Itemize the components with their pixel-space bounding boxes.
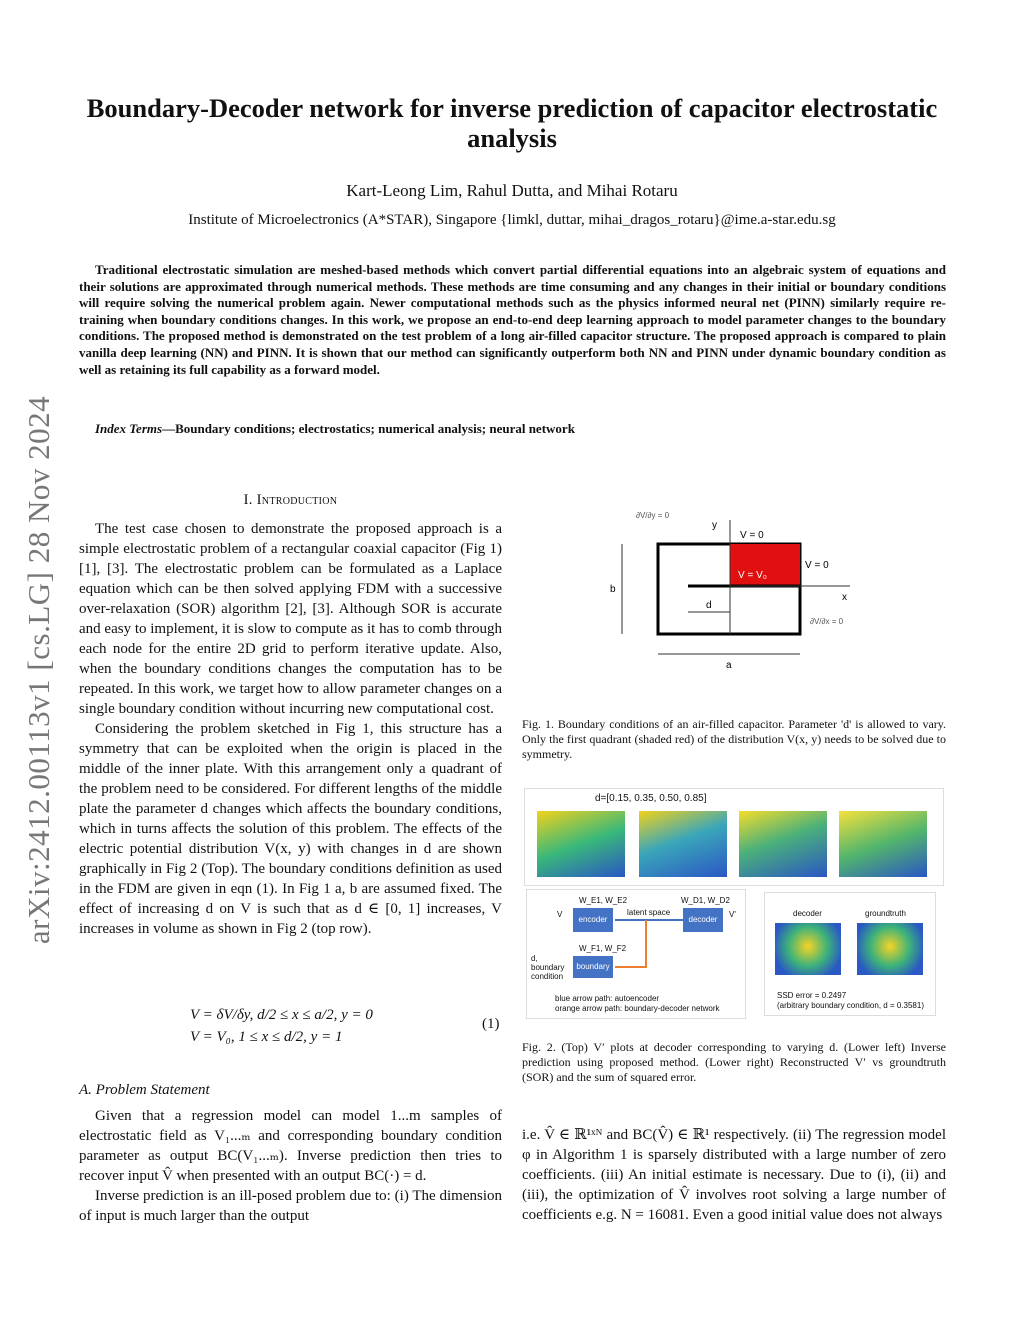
right-column-text: [522, 1125, 946, 1225]
d-condition: d, boundary condition: [531, 954, 565, 981]
label-inner: V = V₀: [738, 570, 767, 581]
figure-2-caption: Fig. 2. (Top) V′ plots at decoder corresponding to varying d. (Lower left) Inverse prediction using proposed method. (Lower right) Reconstructed V′ vs groundtruth (SOR) and the sum of squared error.: [522, 1040, 946, 1084]
label-right: V = 0: [805, 560, 829, 571]
label-dvdx: ∂V/∂x = 0: [810, 617, 844, 626]
label-top: V = 0: [740, 530, 764, 541]
w-f: W_F1, W_F2: [579, 944, 627, 953]
d-values: d=[0.15, 0.35, 0.50, 0.85]: [595, 793, 707, 804]
section-title: Introduction: [256, 492, 338, 508]
label-y: y: [712, 520, 717, 531]
decoder-surface: [775, 923, 841, 975]
legend-orange: orange arrow path: boundary-decoder network: [555, 1004, 720, 1013]
index-terms-text: —Boundary conditions; electrostatics; numerical analysis; neural network: [162, 421, 575, 436]
label-a: a: [726, 660, 732, 671]
latent-label: latent space: [627, 908, 671, 917]
surface-plot-4: [839, 811, 927, 877]
equation-number: (1): [482, 1016, 500, 1032]
paper-affiliation: Institute of Microelectronics (A*STAR), Singapore {limkl, duttar, mihai_dragos_rotaru}@ime.a-star.edu.sg: [188, 212, 836, 228]
label-b: b: [610, 584, 616, 595]
v-input: V: [557, 910, 563, 919]
subsection-title: A. Problem Statement: [79, 1082, 210, 1098]
equation-line-1: V = δV/δy, d/2 ≤ x ≤ a/2, y = 0: [190, 1007, 373, 1023]
paper-title: Boundary-Decoder network for inverse prediction of capacitor electrostatic analysis: [86, 93, 938, 153]
problem-paragraph-2: Inverse prediction is an ill-posed problem due to: (i) The dimension of input is much larger than the output: [79, 1188, 502, 1224]
section-number: I.: [243, 492, 253, 508]
intro-paragraph-1: The test case chosen to demonstrate the proposed approach is a simple electrostatic problem of a rectangular coaxial capacitor (Fig 1) [1], [3]. The electrostatic problem can be formulated as a Laplace equation which can be then solved applying FDM with a successive over-relaxation (SOR) algorithm [2], [3]. Although SOR is accurate and easy to implement, it is slow to compute as it has to comb through each node for the entire 2D grid to perform iterative update. Also, when the boundary conditions changes the computation has to be repeated. In this work, we target how to allow parameter changes on a single boundary condition without incurring new computational cost.: [79, 521, 502, 717]
w-d: W_D1, W_D2: [681, 896, 730, 905]
arxiv-sidebar-stamp: [16, 350, 62, 990]
ssd-error: SSD error = 0.2497: [777, 991, 847, 1000]
equation-line-2: V = V₀, 1 ≤ x ≤ d/2, y = 1: [190, 1029, 343, 1045]
groundtruth-title: groundtruth: [865, 909, 906, 918]
surface-plot-2: [639, 811, 727, 877]
encoder-block: encoder: [573, 908, 613, 932]
w-e: W_E1, W_E2: [579, 896, 628, 905]
label-x: x: [842, 592, 847, 603]
latent-arrow: [615, 919, 683, 921]
decoder-title: decoder: [793, 909, 822, 918]
figure-2-reconstruction: [764, 892, 936, 1016]
left-column: [79, 490, 502, 939]
figure-2-network-diagram: [526, 889, 746, 1019]
index-terms-label: Index Terms: [95, 421, 163, 436]
arxiv-id: arXiv:2412.00113v1 [cs.LG] 28 Nov 2024: [21, 395, 56, 945]
continued-paragraph: i.e. V̂ ∈ ℝ¹ˣᴺ and BC(V̂) ∈ ℝ¹ respectively. (ii) The regression model φ in Algorithm 1 is sparsely distributed with a large number of zero coefficients. (iii) An initial estimate is necessary. Due to (i), (ii) and (iii), the optimization of V̂ involves root solving a large number of coefficients e.g. N = 16081. Even a good initial value does not always: [522, 1127, 946, 1223]
problem-paragraph-1: Given that a regression model can model 1...m samples of electrostatic field as V₁...ₘ and corresponding boundary condition parameter as output BC(V₁...ₘ). Inverse prediction then tries to recover input V̂ when presented with an output BC(·) = d.: [79, 1108, 502, 1184]
abstract: Traditional electrostatic simulation are meshed-based methods which convert partial differential equations into an algebraic system of equations and their solutions are approximated through numerical methods. These methods are time consuming and any changes in their initial or boundary conditions will require solving the numerical problem again. Newer computational methods such as the physics informed neural net (PINN) similarly require re-training when boundary conditions changes. In this work, we propose an end-to-end deep learning approach to model parameter changes to the boundary conditions. The proposed method is demonstrated on the test problem of a long air-filled capacitor structure. The proposed approach is compared to plain vanilla deep learning (NN) and PINN. It is shown that our method can significantly outperform both NN and PINN under dynamic boundary condition as well as retaining its full capability as a forward model.: [79, 262, 946, 377]
figure-1-diagram: [600, 506, 870, 686]
surface-plot-3: [739, 811, 827, 877]
equation-1: [190, 1004, 373, 1048]
boundary-block: boundary: [573, 956, 613, 978]
groundtruth-surface: [857, 923, 923, 975]
boundary-arrow-v: [645, 920, 647, 968]
figure-1-caption: Fig. 1. Boundary conditions of an air-filled capacitor. Parameter 'd' is allowed to vary. Only the first quadrant (shaded red) of the distribution V(x, y) needs to be solved due to symmetry.: [522, 717, 946, 761]
decoder-block: decoder: [683, 908, 723, 932]
legend-blue: blue arrow path: autoencoder: [555, 994, 660, 1003]
boundary-arrow-h: [615, 966, 645, 968]
surface-plot-1: [537, 811, 625, 877]
label-dvdy: ∂V/∂y = 0: [636, 511, 670, 520]
index-terms: [79, 421, 946, 437]
arbitrary-condition: (arbitrary boundary condition, d = 0.3581): [777, 1001, 924, 1010]
paper-authors: Kart-Leong Lim, Rahul Dutta, and Mihai Rotaru: [346, 181, 678, 200]
section-heading: [79, 490, 502, 510]
intro-paragraph-2: Considering the problem sketched in Fig 1, this structure has a symmetry that can be exploited when the origin is placed in the middle of the inner plate. With this arrangement only a quadrant of the problem need to be considered. For different lengths of the middle plate the parameter d changes which affects the boundary conditions, which in turns affects the solution of this problem. The effects of the electric potential distribution V(x, y) with changes in d are shown graphically in Fig 2 (Top). The boundary conditions definition as used in the FDM are given in eqn (1). In Fig 1 a, b are assumed fixed. The effect of increasing d on V is such that as d ∈ [0, 1] increases, V increases in volume as shown in Fig 2 (top row).: [79, 721, 502, 937]
figure-2-top-plots: [524, 788, 944, 886]
subsection-a: [79, 1080, 502, 1226]
v-output: V': [729, 910, 736, 919]
label-d: d: [706, 600, 712, 611]
